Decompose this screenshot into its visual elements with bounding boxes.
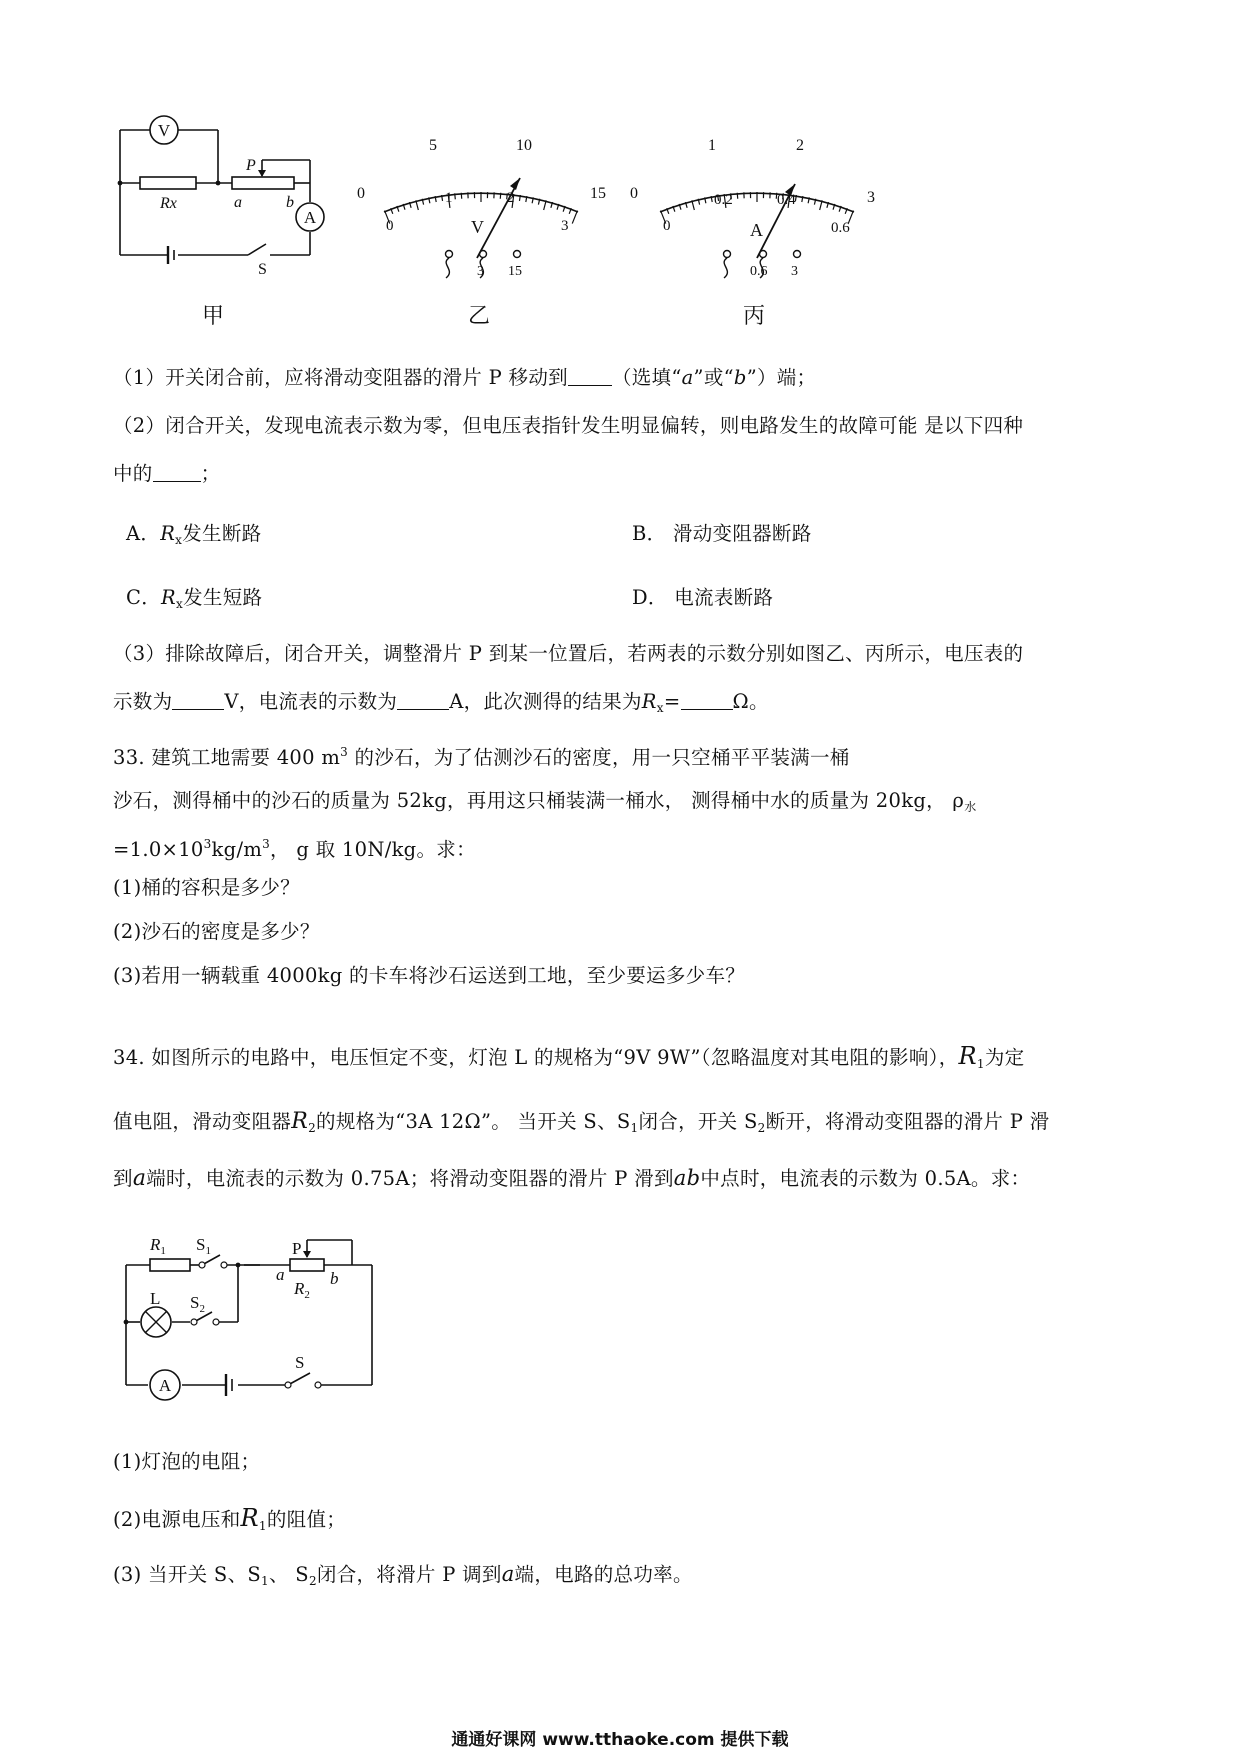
v-inner-1: 1 bbox=[445, 190, 453, 206]
caption-yi: 乙 bbox=[468, 303, 491, 328]
q34-sub2: (2)电源电压和$R_1$的阻值； bbox=[113, 1504, 347, 1533]
dial-tick bbox=[455, 193, 456, 199]
q32-part3-line2: 示数为 V，电流表的示数为 A，此次测得的结果为$R_x= \Omega$。 bbox=[113, 690, 769, 715]
q33-sub2: (2)沙石的密度是多少？ bbox=[113, 920, 320, 943]
resistor-label: Rx bbox=[160, 195, 177, 212]
q34-line1: 34. 如图所示的电路中，电压恒定不变，灯泡 L 的规格为“9V 9W”（忽略温度对其电阻的影响），$R_1$为定 bbox=[113, 1042, 1025, 1071]
q32-part2-line2: 中的 ； bbox=[113, 462, 221, 485]
s2-label: $S_2$ bbox=[190, 1293, 205, 1315]
end-a-label: a bbox=[234, 194, 242, 211]
dial-tick bbox=[572, 211, 577, 224]
slider-p-label: P bbox=[292, 1239, 302, 1258]
end-a-q34: a bbox=[276, 1265, 285, 1284]
v-dial-symbol: V bbox=[471, 217, 484, 237]
s1-label: $S_1$ bbox=[196, 1235, 211, 1257]
q34-line2: 值电阻，滑动变阻器$R_2$的规格为“3A 12Ω”。 当开关 S、$S_1$闭合，开关 $S_2$断开，将滑动变阻器的滑片 P 滑 bbox=[113, 1109, 1050, 1135]
r2-label: $R_2$ bbox=[294, 1279, 310, 1301]
lamp-symbol bbox=[141, 1307, 171, 1337]
r1-label: $R_1$ bbox=[150, 1235, 166, 1257]
slider-label: P bbox=[246, 157, 256, 174]
switch-label: S bbox=[258, 261, 267, 278]
q33-sub1: (1)桶的容积是多少？ bbox=[113, 876, 300, 899]
q34-sub3: (3) 当开关 S、$S_1$、 $S_2$闭合，将滑片 P 调到a端，电路的总功率。 bbox=[113, 1562, 693, 1588]
a-dial-symbol: A bbox=[750, 220, 763, 240]
a-inner-0.6: 0.6 bbox=[831, 220, 850, 236]
v-inner-2: 2 bbox=[507, 190, 515, 206]
q34-sub1: (1)灯泡的电阻； bbox=[113, 1450, 261, 1473]
a-inner-0.4: 0.4 bbox=[777, 192, 796, 208]
q34-line3: 到a端时，电流表的示数为 0.75A；将滑动变阻器的滑片 P 滑到ab中点时，电流表的示数为 0.5A。求： bbox=[113, 1166, 1031, 1191]
v-terminal-3: 3 bbox=[477, 264, 484, 279]
v-inner-0: 0 bbox=[386, 218, 394, 234]
ammeter-q34-label: A bbox=[158, 1376, 172, 1395]
ammeter-symbol-label: A bbox=[303, 208, 317, 227]
switch-s-label: S bbox=[295, 1353, 305, 1372]
a-outer-1: 1 bbox=[708, 137, 716, 154]
v-outer-5: 5 bbox=[429, 137, 437, 154]
slider-arrow-q34 bbox=[303, 1251, 311, 1258]
v-outer-10: 10 bbox=[516, 137, 532, 154]
end-b-label: b bbox=[286, 194, 294, 211]
a-inner-0: 0 bbox=[663, 218, 671, 234]
v-inner-3: 3 bbox=[561, 218, 569, 234]
caption-bing: 丙 bbox=[743, 303, 766, 328]
circuit-jia bbox=[120, 130, 310, 264]
q32-option-b: B． 滑动变阻器断路 bbox=[632, 522, 812, 545]
v-outer-0: 0 bbox=[357, 185, 365, 202]
q32-part3-line1: （3）排除故障后，闭合开关，调整滑片 P 到某一位置后，若两表的示数分别如图乙、丙所示，电压表的 bbox=[113, 642, 1024, 665]
q33-line3: $=1.0\times 10^3kg/m^3$， g 取 10N/kg。求： bbox=[113, 837, 476, 861]
v-outer-15: 15 bbox=[590, 185, 606, 202]
q32-option-d: D． 电流表断路 bbox=[632, 586, 774, 609]
q32-option-c: C．$R_x$发生短路 bbox=[126, 586, 263, 611]
q32-option-a: A．$R_x$发生断路 bbox=[126, 522, 262, 547]
v-terminal-15: 15 bbox=[508, 264, 522, 279]
q33-sub3: (3)若用一辆载重 4000kg 的卡车将沙石运送到工地，至少要运多少车？ bbox=[113, 964, 746, 987]
a-terminal-0.6: 0.6 bbox=[750, 264, 768, 279]
a-outer-3: 3 bbox=[867, 189, 875, 206]
q32-part1: （1）开关闭合前，应将滑动变阻器的滑片 P 移动到 （选填“a”或“b”）端； bbox=[113, 366, 817, 389]
q34-circuit bbox=[100, 1220, 400, 1420]
slider-arrow bbox=[258, 170, 266, 177]
top-figure bbox=[0, 90, 1240, 330]
voltmeter-symbol-label: V bbox=[157, 121, 171, 140]
q32-part2-line1: （2）闭合开关，发现电流表示数为零，但电压表指针发生明显偏转，则电路发生的故障可能 是以下四种 bbox=[113, 414, 1024, 437]
caption-jia: 甲 bbox=[202, 303, 225, 328]
a-inner-0.2: 0.2 bbox=[714, 192, 733, 208]
a-terminal-3: 3 bbox=[791, 264, 798, 279]
page-footer: 通通好课网 www.tthaoke.com 提供下载 bbox=[451, 1730, 789, 1750]
q33-line1: 33. 建筑工地需要 400 $m^3$ 的沙石，为了估测沙石的密度，用一只空桶平平装满一桶 bbox=[113, 745, 850, 769]
a-outer-0: 0 bbox=[630, 185, 638, 202]
lamp-label: L bbox=[150, 1289, 161, 1308]
a-outer-2: 2 bbox=[796, 137, 804, 154]
end-b-q34: b bbox=[330, 1269, 339, 1288]
q33-line2: 沙石，测得桶中的沙石的质量为 52kg，再用这只桶装满一桶水， 测得桶中水的质量为 20kg， $\rho_水$ bbox=[113, 789, 977, 814]
